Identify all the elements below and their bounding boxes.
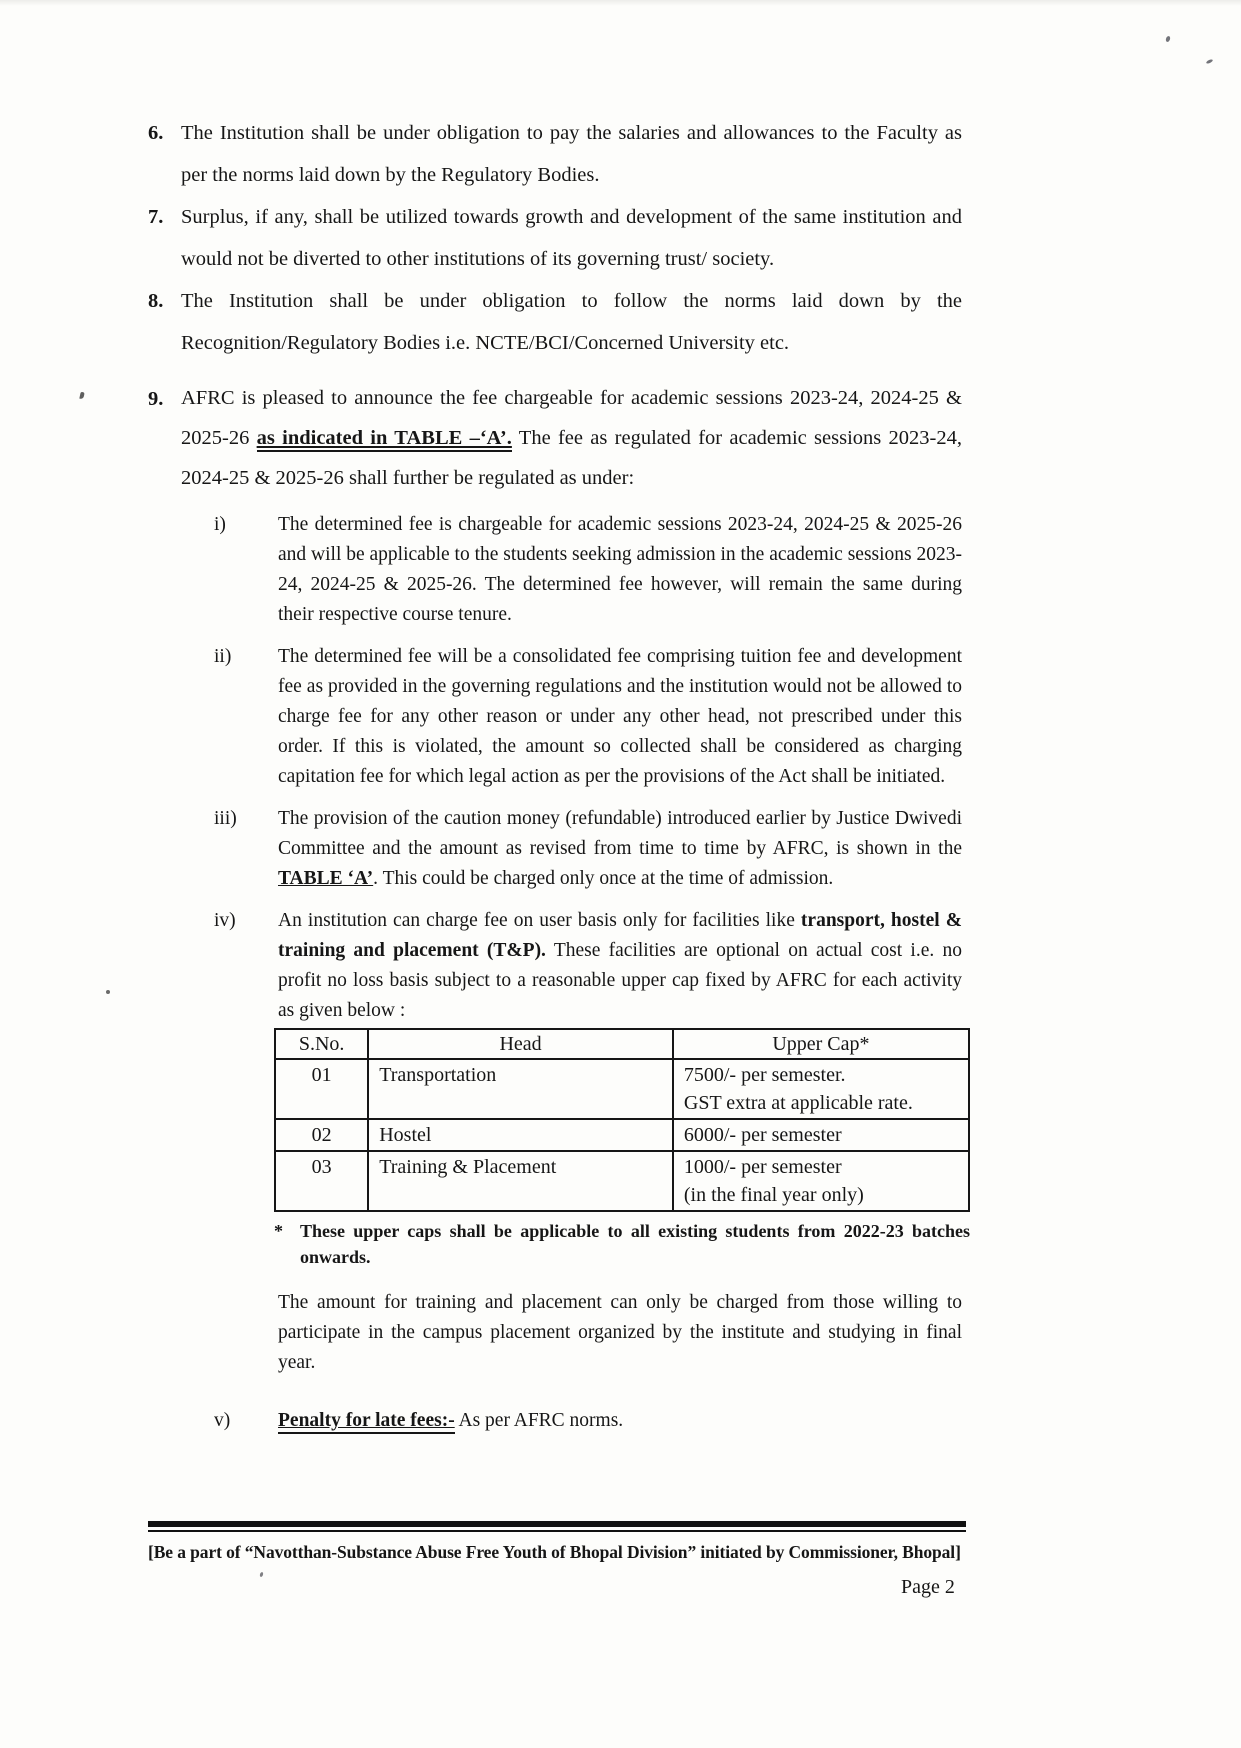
sub-item-iii-text (278, 804, 962, 894)
sub-item-i-text: The determined fee is chargeable for academic sessions 2023-24, 2024-25 & 2025-26 and will be applicable to the students seeking admission in the academic sessions 2023-24, 2024-25 & 2025-26. The determined fee however, will remain the same during their respective course tenure. (278, 514, 962, 625)
table-cell-upper-cap (673, 1059, 969, 1119)
sub-item-v-text (278, 1406, 962, 1436)
table-header-sno: S.No. (275, 1029, 368, 1059)
sub-item-iv-marker: iv) (214, 910, 236, 931)
footer-banner-text: [Be a part of “Navotthan-Substance Abuse Free Youth of Bhopal Division” initiated by Commissioner, Bhopal] (148, 1542, 961, 1562)
table-cell-head: Hostel (368, 1119, 673, 1151)
table-cell-upper-cap (673, 1151, 969, 1211)
sub-item-iii (214, 804, 962, 894)
table-header-row (275, 1029, 969, 1059)
sub-item-v-marker: v) (214, 1410, 231, 1431)
item-7-text: Surplus, if any, shall be utilized towards growth and development of the same institution and would not be diverted to other institutions of its governing trust/ society. (181, 206, 962, 270)
footer-divider-rule (148, 1521, 966, 1532)
item-6-number: 6. (148, 122, 164, 144)
item-7-number: 7. (148, 206, 164, 228)
footnote-asterisk: * (274, 1221, 283, 1241)
table-row (275, 1119, 969, 1151)
table-cell-head: Training & Placement (368, 1151, 673, 1211)
sub-item-iv (214, 906, 962, 1026)
sub-item-ii-text: The determined fee will be a consolidated fee comprising tuition fee and development fee as provided in the governing regulations and the institution would not be allowed to charge fee for any other reason or under any other head, not prescribed under this order. If this is violated, the amount so collected shall be considered as charging capitation fee for which legal action as per the provisions of the Act shall be initiated. (278, 646, 962, 787)
item-9-table-a-reference: as indicated in TABLE –‘A’. (257, 427, 512, 452)
upper-cap-table (274, 1028, 970, 1212)
table-cell-cap-line2: (in the final year only) (683, 1184, 864, 1206)
item-9-text-post: The fee as regulated for academic sessions 2023-24, 2024-25 & 2025-26 shall further be regulated as under: (181, 427, 963, 489)
list-item-8 (148, 280, 962, 364)
sub-item-i-marker: i) (214, 514, 226, 535)
sub-item-iv-text-pre: An institution can charge fee on user basis only for facilities like (278, 910, 801, 931)
table-row (275, 1059, 969, 1119)
item-9-text-pre: AFRC is pleased to announce the fee chargeable for academic sessions 2023-24, 2024-25 & 2025-26 (181, 387, 962, 449)
table-row (275, 1151, 969, 1211)
table-cell-cap-line1: 1000/- per semester (683, 1156, 842, 1178)
sub-item-ii (214, 642, 962, 792)
sub-item-iii-text-post: . This could be charged only once at the time of admission. (373, 868, 834, 889)
scan-artifact (79, 392, 84, 400)
table-header-upper-cap: Upper Cap* (673, 1029, 969, 1059)
penalty-late-fees-heading: Penalty for late fees:- (278, 1410, 455, 1434)
list-item-9 (148, 378, 962, 498)
table-cell-head: Transportation (368, 1059, 673, 1119)
item-8-number: 8. (148, 290, 164, 312)
scan-artifact (259, 1572, 263, 1578)
sub-item-iv-facilities-bold: transport, hostel & training and placement (T&P). (278, 910, 962, 961)
table-cell-cap-line2: GST extra at applicable rate. (683, 1092, 913, 1114)
page-number: Page 2 (901, 1576, 955, 1598)
table-cell-sno: 02 (275, 1119, 368, 1151)
item-6-text: The Institution shall be under obligation to pay the salaries and allowances to the Faculty as per the norms laid down by the Regulatory Bodies. (181, 122, 962, 186)
table-header-head: Head (368, 1029, 673, 1059)
item-9-text (181, 378, 962, 498)
item-9-number: 9. (148, 388, 164, 410)
scan-top-shade (0, 0, 1241, 6)
sub-item-iv-text-post: These facilities are optional on actual cost i.e. no profit no loss basis subject to a reasonable upper cap fixed by AFRC for each activity as given below : (278, 940, 962, 1021)
table-cell-sno: 03 (275, 1151, 368, 1211)
table-cell-upper-cap (673, 1119, 969, 1151)
scan-artifact (1206, 59, 1214, 65)
table-cell-cap-line1: 6000/- per semester (683, 1124, 842, 1146)
sub-item-i (214, 510, 962, 630)
item-8-text: The Institution shall be under obligation to follow the norms laid down by the Recognition/Regulatory Bodies i.e. NCTE/BCI/Concerned University etc. (181, 290, 962, 354)
sub-item-iii-marker: iii) (214, 808, 237, 829)
footnote-text: These upper caps shall be applicable to all existing students from 2022-23 batches onwards. (300, 1221, 970, 1267)
list-item-7 (148, 196, 962, 280)
sub-item-v (214, 1406, 962, 1436)
scan-artifact (106, 990, 110, 994)
scan-artifact (1165, 35, 1171, 42)
sub-item-iv-text (278, 906, 962, 1026)
sub-item-iii-text-pre: The provision of the caution money (refundable) introduced earlier by Justice Dwivedi Committee and the amount as revised from time to time by AFRC, is shown in the (278, 808, 962, 859)
page-content (148, 112, 970, 1436)
sub-item-ii-marker: ii) (214, 646, 232, 667)
sub-item-iii-table-a-reference: TABLE ‘A’ (278, 868, 374, 889)
table-footnote (274, 1218, 970, 1270)
training-placement-paragraph: The amount for training and placement can only be charged from those willing to participate in the campus placement organized by the institute and studying in final year. (278, 1292, 962, 1373)
list-item-6 (148, 112, 962, 196)
sub-item-v-text-post: As per AFRC norms. (454, 1410, 624, 1431)
table-cell-sno: 01 (275, 1059, 368, 1119)
table-cell-cap-line1: 7500/- per semester. (683, 1064, 846, 1086)
